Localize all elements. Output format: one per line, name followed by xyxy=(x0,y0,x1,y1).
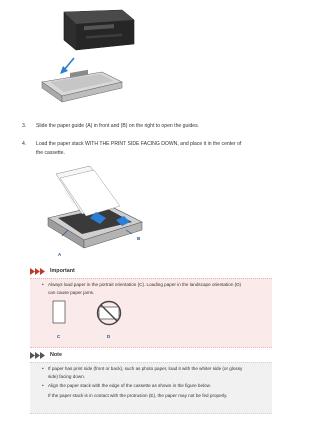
note-bullet-text-continued: side) facing down. xyxy=(48,374,86,379)
printer-cassette-figure xyxy=(30,0,150,110)
bullet-dot: • xyxy=(42,383,44,388)
landscape-prohibited-icon xyxy=(96,300,122,326)
step-number: 3. xyxy=(22,123,27,129)
note-bullet-subtext: If the paper stack is in contact with the protrusion (E), the paper may not be fed properly. xyxy=(48,393,228,398)
bullet-dot: • xyxy=(42,366,44,371)
step-number: 4. xyxy=(22,141,27,147)
figure-label-a: A xyxy=(58,252,62,257)
note-bullet-text: Align the paper stack with the edge of the cassette as shown in the figure below. xyxy=(48,383,211,388)
note-header: Note xyxy=(50,352,62,358)
step-text-continued: the cassette. xyxy=(36,150,65,156)
important-bullet-text: Always load paper in the portrait orientation (C). Loading paper in the landscape orientation (D) xyxy=(48,282,242,287)
important-bullet-text-continued: can cause paper jams. xyxy=(48,290,95,295)
paper-stack-cassette-figure xyxy=(34,160,154,260)
label-d: D xyxy=(107,334,111,339)
note-icon xyxy=(30,352,48,359)
portrait-orientation-icon xyxy=(52,300,66,324)
important-box xyxy=(30,278,272,348)
label-c: C xyxy=(57,334,61,339)
important-icon xyxy=(30,268,48,275)
bullet-dot: • xyxy=(42,282,44,287)
important-header: Important xyxy=(50,268,75,274)
figure-label-b: B xyxy=(137,236,141,241)
note-bullet-text: If paper has print side (front or back), such as photo paper, load it with the whiter side (or glossy xyxy=(48,366,243,371)
step-text: Slide the paper guide (A) in front and (B) on the right to open the guides. xyxy=(36,123,200,129)
step-text: Load the paper stack WITH THE PRINT SIDE FACING DOWN, and place it in the center of xyxy=(36,141,242,147)
